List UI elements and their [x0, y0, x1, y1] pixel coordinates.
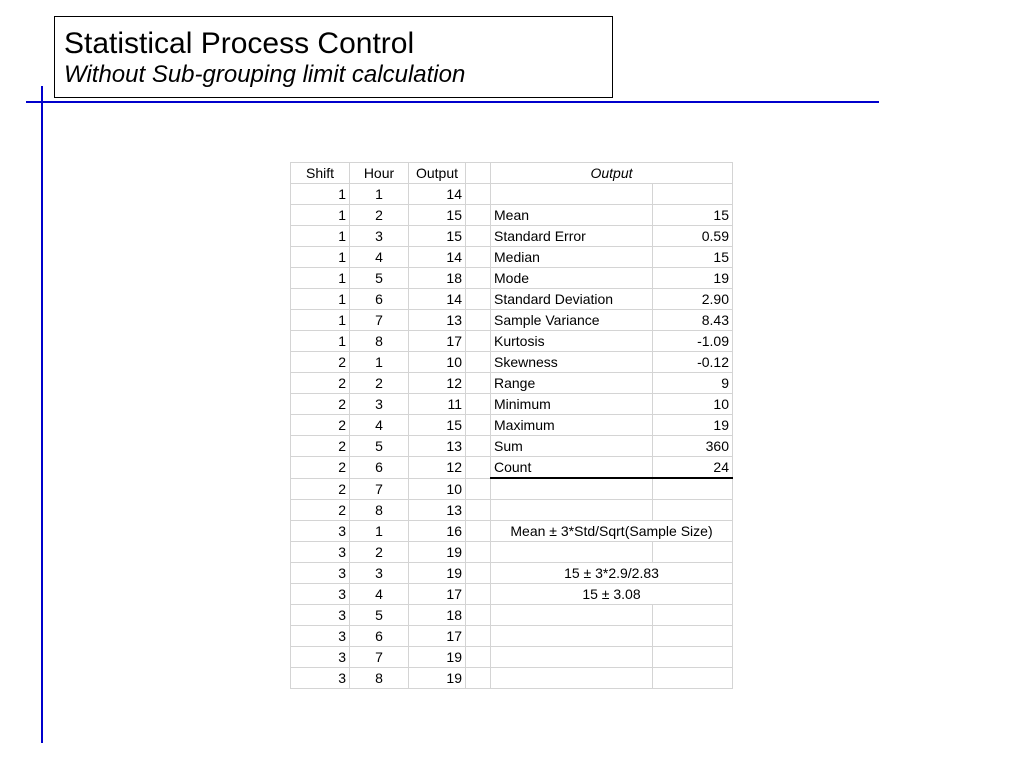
empty-label-cell	[491, 605, 653, 626]
stat-label: Kurtosis	[491, 331, 653, 352]
cell-output: 13	[409, 310, 466, 331]
cell-output: 16	[409, 521, 466, 542]
cell-hour: 5	[350, 268, 409, 289]
stat-value: 360	[653, 436, 733, 457]
limit-result: 15 ± 3.08	[491, 584, 733, 605]
gap-cell	[466, 563, 491, 584]
cell-shift: 1	[291, 247, 350, 268]
gap-cell	[466, 268, 491, 289]
table-row	[291, 584, 733, 605]
cell-output: 19	[409, 647, 466, 668]
gap-cell	[466, 331, 491, 352]
title-box	[54, 16, 613, 98]
table-row	[291, 500, 733, 521]
cell-shift: 1	[291, 184, 350, 205]
table-row	[291, 226, 733, 247]
cell-output: 15	[409, 226, 466, 247]
cell-hour: 8	[350, 668, 409, 689]
cell-output: 13	[409, 500, 466, 521]
cell-hour: 6	[350, 626, 409, 647]
table-row	[291, 184, 733, 205]
stat-label: Standard Error	[491, 226, 653, 247]
slide-subtitle: Without Sub-grouping limit calculation	[64, 61, 466, 88]
empty-label-cell	[491, 478, 653, 500]
table-row	[291, 647, 733, 668]
stat-label: Maximum	[491, 415, 653, 436]
table-row	[291, 352, 733, 373]
cell-hour: 3	[350, 394, 409, 415]
spreadsheet-table	[290, 162, 733, 689]
empty-value-cell	[653, 626, 733, 647]
gap-cell	[466, 521, 491, 542]
cell-hour: 1	[350, 352, 409, 373]
stat-label: Mean	[491, 205, 653, 226]
gap-cell	[466, 457, 491, 479]
stat-value: -1.09	[653, 331, 733, 352]
empty-value-cell	[653, 542, 733, 563]
slide-title: Statistical Process Control	[64, 27, 415, 60]
cell-output: 14	[409, 184, 466, 205]
cell-output: 15	[409, 205, 466, 226]
cell-shift: 1	[291, 268, 350, 289]
cell-hour: 8	[350, 500, 409, 521]
table-row	[291, 373, 733, 394]
empty-value-cell	[653, 500, 733, 521]
cell-hour: 1	[350, 184, 409, 205]
cell-hour: 3	[350, 226, 409, 247]
empty-label-cell	[491, 626, 653, 647]
cell-shift: 1	[291, 331, 350, 352]
cell-hour: 4	[350, 247, 409, 268]
table-row	[291, 415, 733, 436]
cell-hour: 5	[350, 605, 409, 626]
cell-hour: 8	[350, 331, 409, 352]
cell-output: 10	[409, 352, 466, 373]
cell-shift: 2	[291, 436, 350, 457]
cell-shift: 3	[291, 542, 350, 563]
stat-value: 0.59	[653, 226, 733, 247]
cell-shift: 1	[291, 226, 350, 247]
cell-hour: 2	[350, 373, 409, 394]
gap-cell	[466, 415, 491, 436]
stats-blank-value	[653, 184, 733, 205]
table-row	[291, 605, 733, 626]
gap-cell	[466, 626, 491, 647]
gap-cell	[466, 184, 491, 205]
gap-cell	[466, 205, 491, 226]
cell-shift: 1	[291, 205, 350, 226]
stat-label: Minimum	[491, 394, 653, 415]
cell-shift: 3	[291, 605, 350, 626]
gap-cell	[466, 436, 491, 457]
cell-output: 10	[409, 478, 466, 500]
cell-shift: 2	[291, 457, 350, 479]
stat-value: 19	[653, 268, 733, 289]
cell-hour: 3	[350, 563, 409, 584]
gap-cell	[466, 226, 491, 247]
stat-label: Sum	[491, 436, 653, 457]
spreadsheet-body	[291, 163, 733, 689]
table-row	[291, 436, 733, 457]
gap-cell	[466, 310, 491, 331]
cell-shift: 3	[291, 626, 350, 647]
header-output: Output	[409, 163, 466, 184]
cell-output: 19	[409, 668, 466, 689]
cell-shift: 2	[291, 415, 350, 436]
stat-value: 8.43	[653, 310, 733, 331]
header-hour: Hour	[350, 163, 409, 184]
cell-shift: 3	[291, 521, 350, 542]
empty-label-cell	[491, 647, 653, 668]
table-row	[291, 289, 733, 310]
stat-label: Count	[491, 457, 653, 479]
gap-cell	[466, 584, 491, 605]
cell-shift: 2	[291, 352, 350, 373]
cell-shift: 2	[291, 500, 350, 521]
cell-shift: 1	[291, 310, 350, 331]
stat-value: 9	[653, 373, 733, 394]
cell-shift: 3	[291, 584, 350, 605]
cell-output: 19	[409, 563, 466, 584]
gap-cell	[466, 668, 491, 689]
cell-output: 19	[409, 542, 466, 563]
gap-cell	[466, 394, 491, 415]
cell-output: 12	[409, 373, 466, 394]
stat-value: -0.12	[653, 352, 733, 373]
stat-label: Sample Variance	[491, 310, 653, 331]
gap-cell	[466, 163, 491, 184]
gap-cell	[466, 478, 491, 500]
cell-output: 15	[409, 415, 466, 436]
gap-cell	[466, 247, 491, 268]
stat-label: Range	[491, 373, 653, 394]
cell-shift: 2	[291, 394, 350, 415]
stat-value: 24	[653, 457, 733, 479]
limit-formula: Mean ± 3*Std/Sqrt(Sample Size)	[491, 521, 733, 542]
empty-label-cell	[491, 668, 653, 689]
table-row	[291, 247, 733, 268]
empty-value-cell	[653, 605, 733, 626]
empty-value-cell	[653, 647, 733, 668]
cell-hour: 7	[350, 647, 409, 668]
table-row	[291, 478, 733, 500]
empty-label-cell	[491, 500, 653, 521]
cell-output: 18	[409, 268, 466, 289]
cell-output: 18	[409, 605, 466, 626]
cell-output: 17	[409, 584, 466, 605]
cell-shift: 1	[291, 289, 350, 310]
slide-vertical-rule	[41, 86, 43, 743]
cell-shift: 3	[291, 563, 350, 584]
table-row	[291, 205, 733, 226]
header-shift: Shift	[291, 163, 350, 184]
table-row	[291, 457, 733, 479]
limit-substituted: 15 ± 3*2.9/2.83	[491, 563, 733, 584]
gap-cell	[466, 605, 491, 626]
table-row	[291, 542, 733, 563]
cell-output: 17	[409, 626, 466, 647]
table-row	[291, 521, 733, 542]
output-panel-header: Output	[491, 163, 733, 184]
gap-cell	[466, 542, 491, 563]
cell-hour: 7	[350, 478, 409, 500]
gap-cell	[466, 373, 491, 394]
cell-output: 14	[409, 247, 466, 268]
cell-hour: 2	[350, 205, 409, 226]
cell-hour: 7	[350, 310, 409, 331]
cell-shift: 2	[291, 373, 350, 394]
stat-value: 2.90	[653, 289, 733, 310]
cell-output: 17	[409, 331, 466, 352]
cell-output: 11	[409, 394, 466, 415]
cell-hour: 2	[350, 542, 409, 563]
empty-value-cell	[653, 668, 733, 689]
cell-shift: 3	[291, 668, 350, 689]
stat-label: Median	[491, 247, 653, 268]
empty-value-cell	[653, 478, 733, 500]
table-row	[291, 268, 733, 289]
cell-output: 14	[409, 289, 466, 310]
stats-blank-label	[491, 184, 653, 205]
table-row	[291, 310, 733, 331]
stat-value: 19	[653, 415, 733, 436]
gap-cell	[466, 352, 491, 373]
cell-hour: 4	[350, 415, 409, 436]
cell-output: 12	[409, 457, 466, 479]
stat-value: 10	[653, 394, 733, 415]
stat-label: Standard Deviation	[491, 289, 653, 310]
table-row	[291, 668, 733, 689]
stat-label: Mode	[491, 268, 653, 289]
cell-hour: 6	[350, 289, 409, 310]
gap-cell	[466, 500, 491, 521]
table-row	[291, 626, 733, 647]
table-row	[291, 394, 733, 415]
cell-hour: 6	[350, 457, 409, 479]
stat-value: 15	[653, 247, 733, 268]
gap-cell	[466, 647, 491, 668]
cell-output: 13	[409, 436, 466, 457]
table-row	[291, 563, 733, 584]
stat-value: 15	[653, 205, 733, 226]
cell-shift: 3	[291, 647, 350, 668]
cell-hour: 1	[350, 521, 409, 542]
cell-hour: 5	[350, 436, 409, 457]
empty-label-cell	[491, 542, 653, 563]
cell-hour: 4	[350, 584, 409, 605]
table-row	[291, 331, 733, 352]
header-row	[291, 163, 733, 184]
cell-shift: 2	[291, 478, 350, 500]
slide-horizontal-rule	[26, 101, 879, 103]
gap-cell	[466, 289, 491, 310]
stat-label: Skewness	[491, 352, 653, 373]
